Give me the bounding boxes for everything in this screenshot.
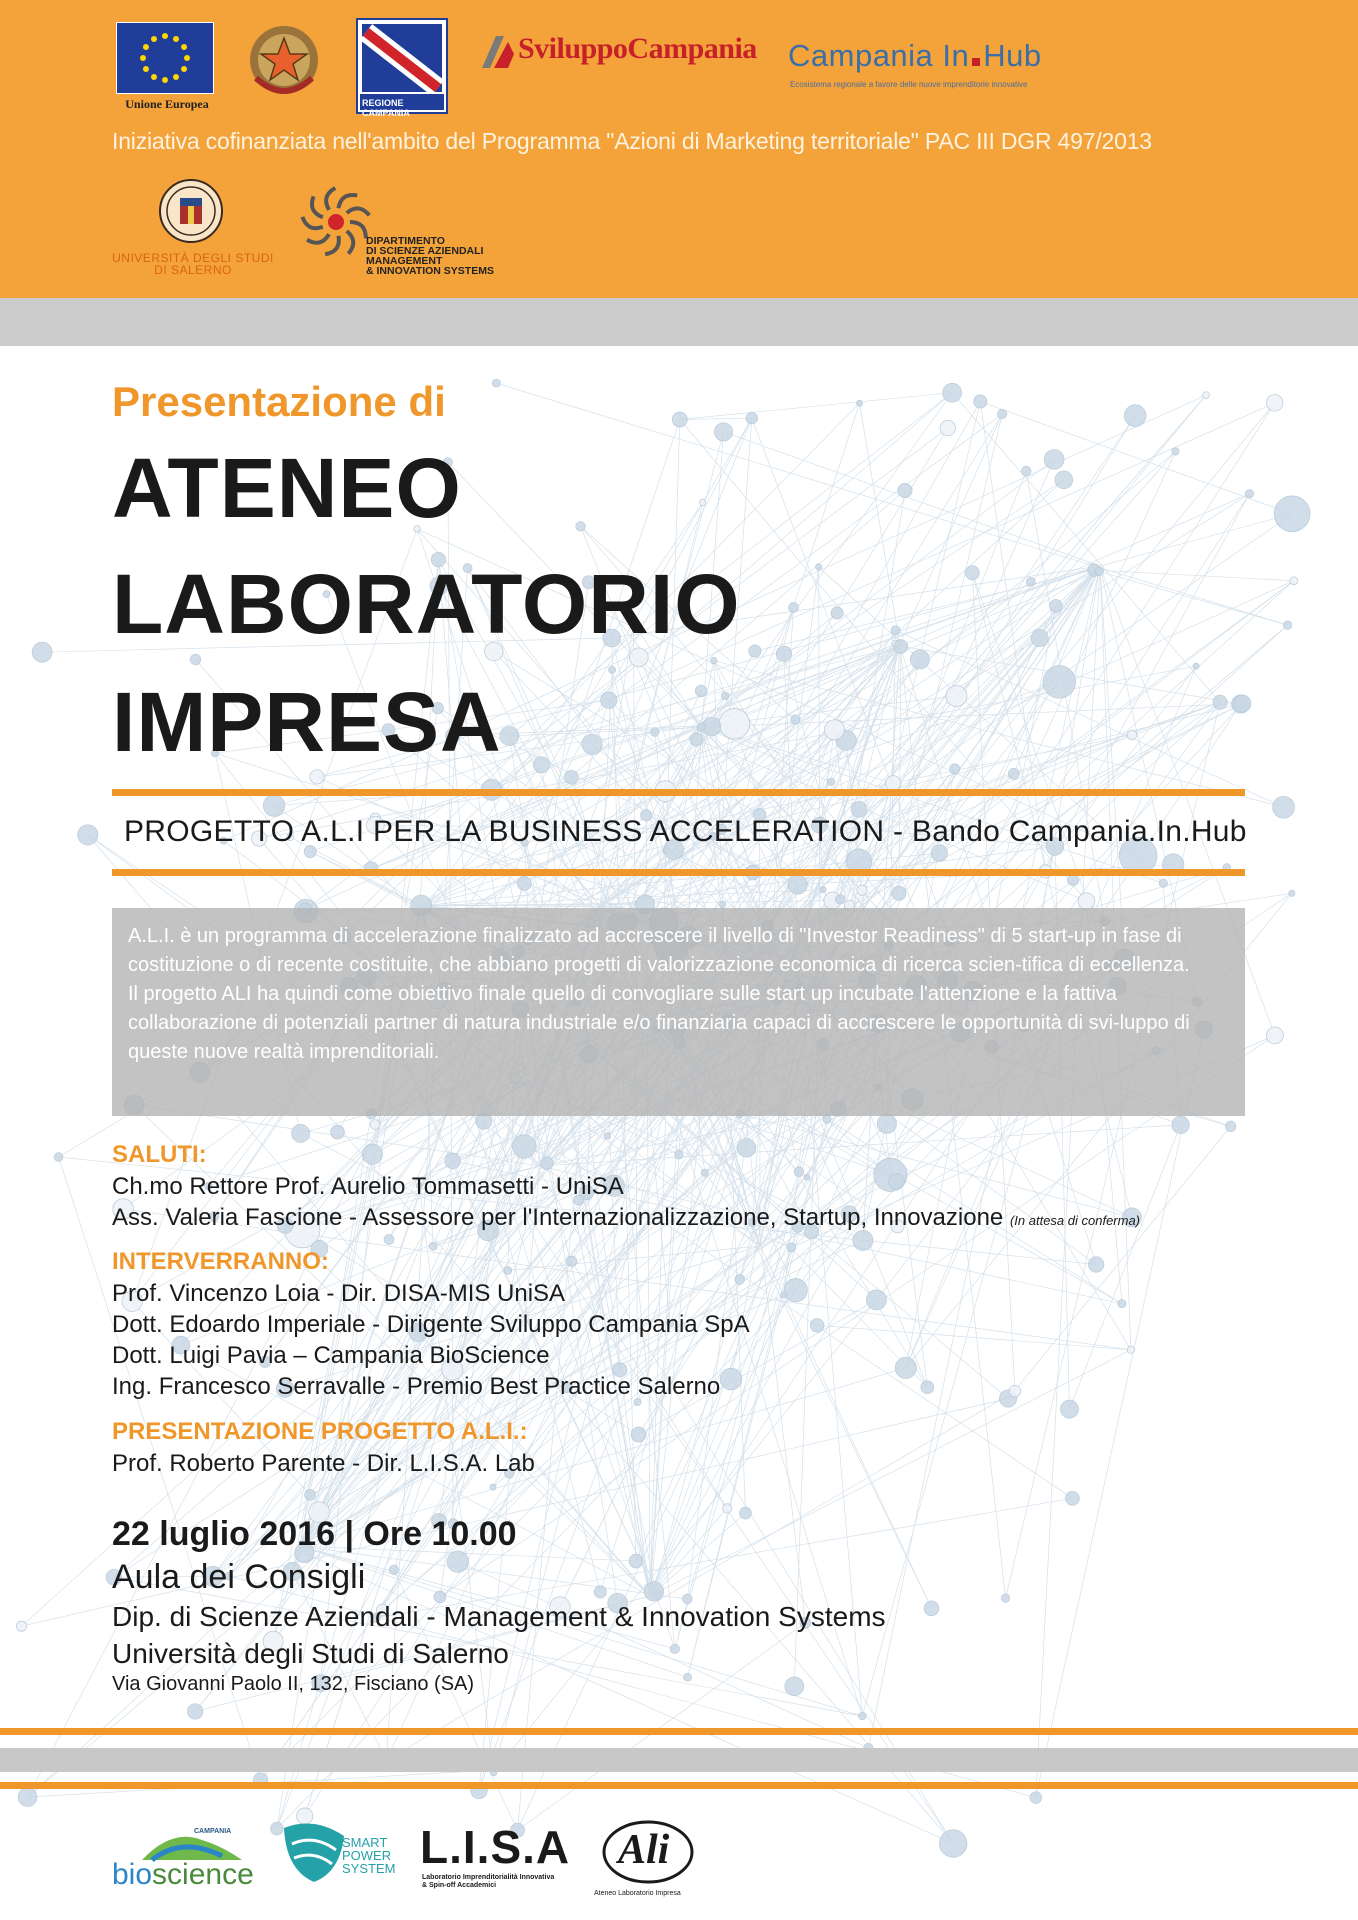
network-node (785, 1677, 804, 1696)
network-node (490, 1484, 496, 1490)
network-node (1021, 466, 1031, 476)
speaker-item: Dott. Luigi Pavia – Campania BioScience (112, 1342, 550, 1369)
event-university: Università degli Studi di Salerno (112, 1638, 509, 1669)
disa-sun-ray-icon (302, 217, 322, 228)
network-node (895, 1357, 916, 1378)
lisa-wordmark: L.I.S.A (420, 1821, 571, 1873)
title-line-laboratorio: LABORATORIO (112, 557, 741, 651)
network-node (629, 1554, 643, 1568)
network-node (644, 1582, 663, 1601)
network-node (1289, 890, 1295, 896)
network-node (974, 395, 987, 408)
network-node (1203, 392, 1210, 399)
network-node (582, 734, 602, 754)
unisa-line1: UNIVERSITÀ DEGLI STUDI (112, 251, 274, 265)
network-node (263, 795, 284, 816)
network-node (517, 877, 531, 891)
network-node (533, 757, 549, 773)
network-node (794, 1167, 804, 1177)
network-node (594, 1586, 606, 1598)
eu-star-icon (173, 36, 179, 42)
network-node (54, 1153, 63, 1162)
saluti-line-2-note: (In attesa di conferma) (1009, 1213, 1141, 1228)
network-node (894, 640, 908, 654)
network-node (500, 727, 519, 746)
eu-star-icon (173, 74, 179, 80)
eu-flag-logo (116, 22, 214, 94)
network-node (609, 666, 616, 673)
presentazione-progetto-line: Prof. Roberto Parente - Dir. L.I.S.A. Lab (112, 1450, 535, 1477)
network-node (1234, 695, 1251, 712)
ali-wordmark: Ali (618, 1827, 670, 1873)
network-edge (1100, 514, 1292, 566)
network-node (1001, 1594, 1009, 1602)
network-node (1031, 630, 1048, 647)
network-node (714, 423, 732, 441)
network-node (781, 1292, 787, 1298)
disa-line4: & INNOVATION SYSTEMS (366, 265, 494, 277)
eu-star-icon (181, 66, 187, 72)
network-node (877, 1114, 896, 1133)
network-node (965, 566, 979, 580)
description-text (128, 922, 1228, 1067)
network-node (853, 1230, 873, 1250)
network-node (1266, 395, 1283, 412)
network-node (362, 1144, 382, 1164)
network-node (1008, 768, 1019, 779)
network-node (939, 1830, 967, 1858)
footer-orange-rule-2 (0, 1782, 1358, 1789)
eu-star-icon (151, 36, 157, 42)
network-node (711, 657, 718, 664)
ali-logo (594, 1818, 708, 1902)
disa-line2: DI SCIENZE AZIENDALI (366, 245, 484, 257)
network-edge (1094, 570, 1288, 625)
network-node (776, 646, 791, 661)
eu-star-icon (143, 44, 149, 50)
italian-republic-emblem (244, 18, 324, 106)
network-node (565, 771, 579, 785)
network-node (1225, 1121, 1235, 1131)
network-node (820, 887, 826, 893)
network-node (791, 715, 800, 724)
regione-caption: REGIONE CAMPANIA (362, 98, 410, 118)
network-node (816, 564, 822, 570)
smart-power-system-logo (280, 1820, 400, 1890)
network-node (857, 885, 867, 895)
footer-gray-band (0, 1748, 1358, 1772)
disa-sun-ray-icon (338, 195, 357, 208)
network-edge (700, 726, 753, 873)
inhub-text-b: Hub (983, 38, 1042, 73)
network-edge (1069, 1125, 1180, 1409)
network-node (950, 764, 960, 774)
network-node (292, 1124, 310, 1142)
network-node (78, 825, 98, 845)
description-paragraph-2: Il progetto ALI ha quindi come obiettivo finale quello di convogliare sulle start up incubate l'attenzione e la fattiva collaborazione di potenziali partner di natura industriale e/o finanziaria capaci di accrescere le opportunità di svi-luppo di queste nuove realtà imprenditoriali. (128, 983, 1190, 1063)
sviluppo-word: Sviluppo (518, 32, 628, 65)
network-node (831, 607, 843, 619)
network-node (384, 1235, 394, 1245)
network-node (1274, 496, 1310, 532)
network-node (940, 420, 956, 436)
network-node (1118, 1300, 1126, 1308)
disa-line1: DIPARTIMENTO (366, 235, 445, 247)
network-node (700, 499, 706, 505)
network-node (1213, 695, 1227, 709)
network-node (541, 1157, 554, 1170)
network-node (601, 692, 617, 708)
title-line-ateneo: ATENEO (112, 441, 462, 535)
network-edge (817, 1325, 1131, 1350)
network-node (504, 1266, 512, 1274)
smart-word: SMART (342, 1835, 388, 1850)
science-word: science (152, 1858, 254, 1891)
network-node (1127, 1346, 1134, 1353)
network-node (891, 626, 900, 635)
lisa-subtitle (422, 1874, 554, 1890)
network-node (835, 894, 845, 904)
lisa-logo (420, 1820, 580, 1900)
network-node (389, 1565, 398, 1574)
network-node (190, 654, 201, 665)
campania-word: Campania (627, 32, 757, 65)
network-node (310, 770, 324, 784)
network-node (1172, 448, 1179, 455)
network-node (746, 412, 757, 423)
network-node (187, 1704, 202, 1719)
bioscience-wordmark (112, 1858, 254, 1892)
network-node (723, 1504, 732, 1513)
network-node (1172, 1116, 1189, 1133)
network-node (492, 379, 500, 387)
network-node (1266, 1027, 1283, 1044)
network-edge (304, 1553, 953, 1844)
network-node (1193, 663, 1199, 669)
network-node (16, 1621, 26, 1631)
network-node (445, 1153, 461, 1169)
network-node (1095, 567, 1104, 576)
disa-sun-ray-icon (347, 231, 354, 254)
network-node (788, 875, 807, 894)
network-node (921, 1381, 934, 1394)
lisa-sub-line1: Laboratorio Imprenditorialità Innovativa (422, 1874, 555, 1881)
network-node (684, 1673, 692, 1681)
lisa-sub-line2: & Spin-off Accademici (422, 1882, 497, 1889)
network-node (18, 1788, 37, 1807)
network-node (604, 1133, 610, 1139)
network-node (857, 400, 863, 406)
network-node (892, 886, 906, 900)
network-node (946, 685, 967, 706)
bio-word: bio (112, 1858, 153, 1891)
network-node (924, 1601, 939, 1616)
header-gray-band (0, 298, 1358, 346)
network-edge (680, 393, 952, 420)
network-node (787, 1243, 796, 1252)
network-node (1245, 490, 1253, 498)
network-edge (952, 393, 1220, 703)
network-node (1044, 449, 1064, 469)
network-node (810, 1318, 824, 1332)
network-edge (1036, 1029, 1204, 1797)
network-node (720, 1368, 742, 1390)
network-node (1290, 577, 1298, 585)
network-node (1055, 471, 1073, 489)
network-node (827, 778, 835, 786)
orange-rule-top (112, 789, 1245, 796)
campania-inhub-logo (788, 38, 1042, 74)
network-node (997, 409, 1006, 418)
disa-sun-logo (298, 184, 374, 260)
network-node (910, 650, 929, 669)
network-edge (310, 852, 420, 906)
network-node (1124, 405, 1146, 427)
network-node (672, 412, 687, 427)
inhub-dot-icon (972, 58, 980, 66)
disa-sun-ray-icon (326, 188, 335, 210)
saluti-line-2-text: Ass. Valeria Fascione - Assessore per l'Internazionalizzazione, Startup, Innovazione (112, 1204, 1004, 1231)
network-node (1030, 1792, 1042, 1804)
regione-campania-logo (356, 18, 448, 118)
disa-sun-ray-icon (307, 234, 329, 243)
network-node (513, 1135, 536, 1158)
disa-sun-ray-icon (347, 208, 370, 215)
presentazione-label: Presentazione di (112, 378, 446, 425)
eu-star-icon (140, 55, 146, 61)
network-node (1273, 796, 1295, 818)
eu-star-icon (184, 55, 190, 61)
network-node (943, 383, 962, 402)
bio-top-label: CAMPANIA (194, 1828, 232, 1835)
interverranno-heading: INTERVERRANNO: (112, 1248, 329, 1275)
saluti-line-1: Ch.mo Rettore Prof. Aurelio Tommasetti - UniSA (112, 1173, 624, 1200)
network-node (1068, 875, 1079, 886)
unisa-seal-logo (158, 178, 224, 244)
inhub-subtitle: Ecosistema regionale a favore delle nuove imprenditorie innovative (790, 80, 1028, 89)
sviluppo-campania-logo (478, 32, 757, 66)
campania-bioscience-logo (112, 1826, 262, 1896)
network-node (651, 728, 659, 736)
unisa-line2: DI SALERNO (154, 263, 232, 277)
network-node (824, 720, 844, 740)
network-node (701, 1169, 708, 1176)
speaker-item: Ing. Francesco Serravalle - Premio Best Practice Salerno (112, 1373, 721, 1400)
footer-orange-rule-1 (0, 1728, 1358, 1735)
network-node (889, 1174, 905, 1190)
unisa-name (108, 252, 278, 276)
network-node (576, 522, 585, 531)
network-node (695, 685, 707, 697)
inhub-text-a: Campania In (788, 38, 970, 73)
network-node (721, 692, 729, 700)
orange-rule-bottom (112, 869, 1245, 876)
network-node (305, 1489, 316, 1500)
network-node (784, 1279, 807, 1302)
network-node (1283, 621, 1291, 629)
saluti-line-2 (112, 1204, 1140, 1232)
network-node (804, 1174, 810, 1180)
network-node (1065, 1491, 1079, 1505)
speaker-item: Dott. Edoardo Imperiale - Dirigente Sviluppo Campania SpA (112, 1311, 750, 1338)
network-edge (469, 494, 1249, 835)
disa-department-name (366, 236, 494, 276)
network-node (1088, 1257, 1103, 1272)
network-node (898, 483, 912, 497)
network-node (697, 723, 706, 732)
eu-star-icon (162, 33, 168, 39)
title-line-impresa: IMPRESA (112, 675, 502, 769)
event-address: Via Giovanni Paolo II, 132, Fisciano (SA) (112, 1673, 475, 1695)
network-node (1043, 666, 1076, 699)
network-node (690, 733, 703, 746)
network-node (1009, 1385, 1021, 1397)
progetto-subtitle: PROGETTO A.L.I PER LA BUSINESS ACCELERATION - Bando Campania.In.Hub (124, 815, 1247, 848)
network-node (740, 1507, 752, 1519)
disa-line3: MANAGEMENT (366, 255, 443, 267)
network-node (370, 1120, 380, 1130)
network-node (1049, 600, 1062, 613)
eu-star-icon (143, 66, 149, 72)
network-node (1127, 730, 1137, 740)
network-node (331, 1125, 345, 1139)
network-node (749, 645, 761, 657)
description-box (112, 908, 1245, 1116)
system-word: SYSTEM (342, 1861, 396, 1876)
cofinanziata-text: Iniziativa cofinanziata nell'ambito del Programma "Azioni di Marketing territoriale" PAC III DGR 497/2013 (112, 128, 1152, 154)
event-department: Dip. di Scienze Aziendali - Management & Innovation Systems (112, 1601, 886, 1632)
ali-subtitle: Ateneo Laboratorio Impresa (594, 1890, 681, 1897)
network-node (735, 1275, 745, 1285)
network-node (1159, 879, 1167, 887)
event-room: Aula dei Consigli (112, 1558, 366, 1596)
saluti-heading: SALUTI: (112, 1141, 207, 1168)
network-node (823, 1115, 831, 1123)
network-node (1061, 1400, 1079, 1418)
presentazione-progetto-heading: PRESENTAZIONE PROGETTO A.L.I.: (112, 1418, 528, 1445)
network-node (737, 1139, 755, 1157)
eu-star-icon (181, 44, 187, 50)
network-node (866, 1290, 886, 1310)
disa-sun-ray-icon (312, 196, 323, 217)
network-node (859, 1712, 866, 1719)
network-node (1078, 893, 1095, 910)
smart-power-system-text (342, 1836, 395, 1875)
network-node (789, 603, 799, 613)
network-node (429, 1242, 437, 1250)
network-node (1026, 577, 1035, 586)
network-node (675, 1151, 684, 1160)
eu-star-icon (151, 74, 157, 80)
network-node (32, 642, 52, 662)
network-node (670, 1644, 679, 1653)
speaker-item: Prof. Vincenzo Loia - Dir. DISA-MIS UniSA (112, 1280, 566, 1307)
network-node (567, 1256, 577, 1266)
network-node (447, 1551, 468, 1572)
power-word: POWER (342, 1848, 392, 1863)
event-date-time: 22 luglio 2016 | Ore 10.00 (112, 1515, 517, 1553)
network-node (631, 1427, 646, 1442)
network-node (719, 709, 750, 740)
eu-caption: Unione Europea (125, 97, 209, 111)
description-paragraph-1: A.L.I. è un programma di accelerazione finalizzato ad accrescere il livello di "Investor Readiness" di 5 start-up in fase di costituzione o di recente costituite, che abbiano progetti di valorizzazione economica di ricerca scien-tifica di eccellenza. (128, 925, 1190, 976)
eu-star-icon (162, 77, 168, 83)
network-node (720, 901, 726, 907)
